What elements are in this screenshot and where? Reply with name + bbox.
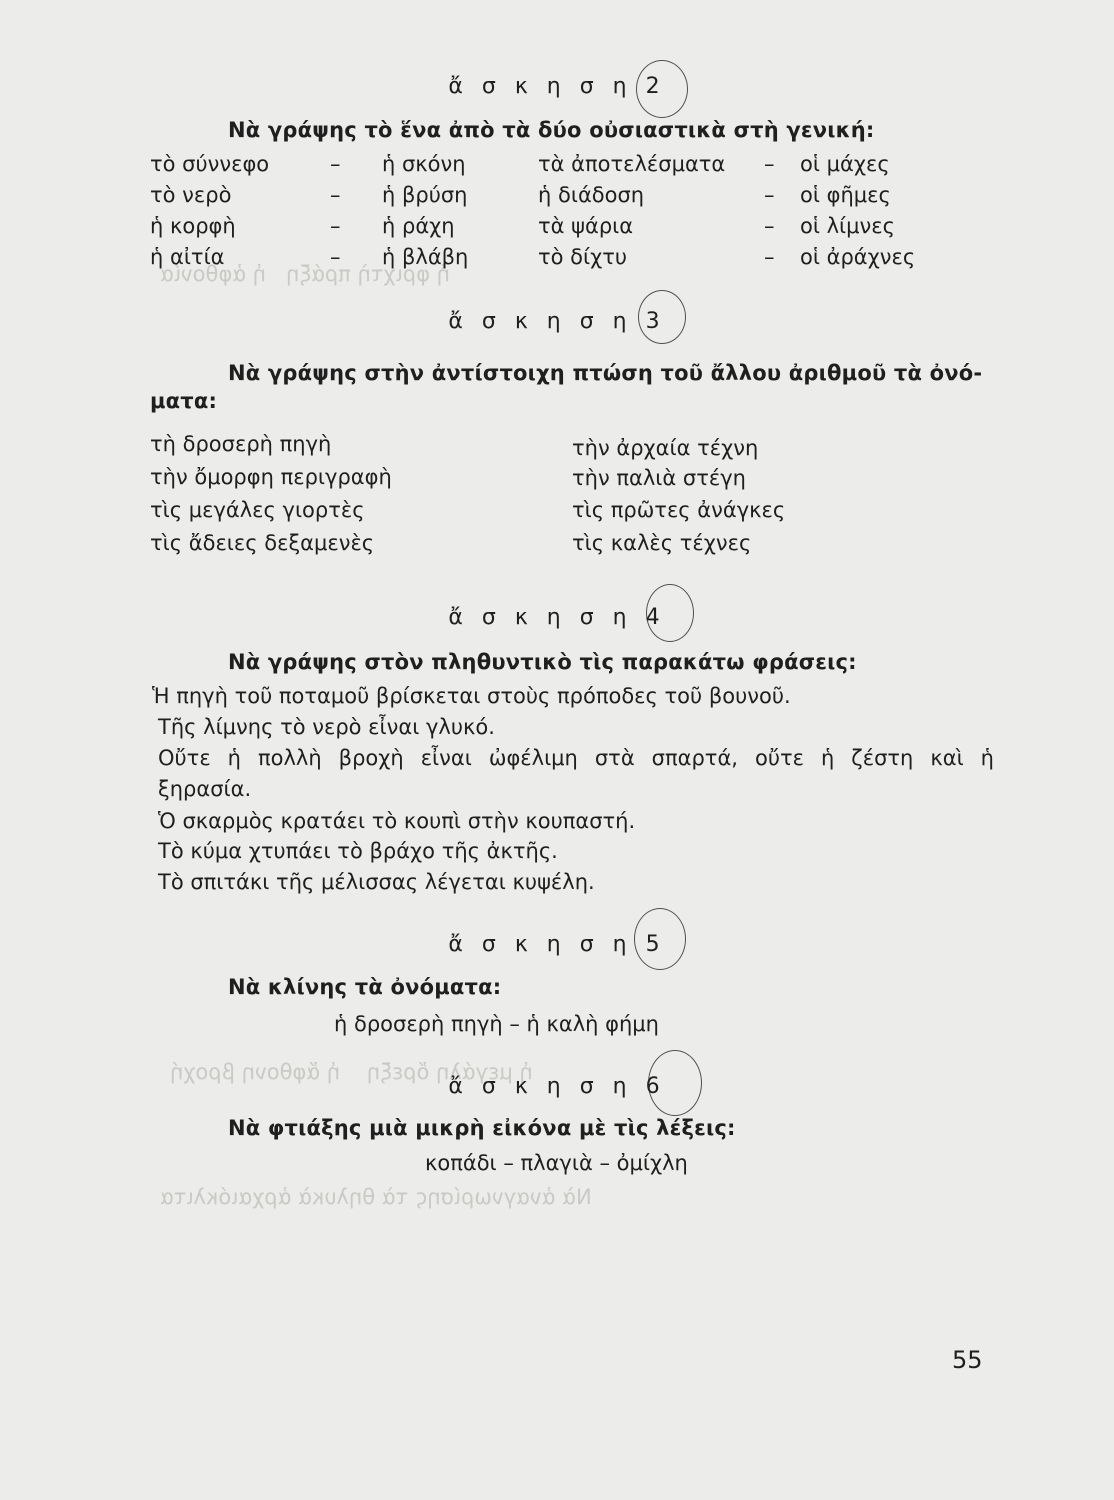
exercise-6-title: ἄ σ κ η σ η 6 (448, 1074, 666, 1099)
ex3-left-item: τὶς μεγάλες γιορτὲς (150, 498, 365, 522)
ex2-word: ἡ ράχη (382, 214, 455, 238)
exercise-3-instruction-cont: ματα: (150, 389, 218, 413)
pen-circle-mark (638, 290, 686, 344)
ex2-word: οἱ λίμνες (800, 214, 895, 238)
exercise-5-title: ἄ σ κ η σ η 5 (448, 932, 666, 957)
ex2-dash: – (330, 183, 341, 207)
ex4-sentence: Τῆς λίμνης τὸ νερὸ εἶναι γλυκό. (158, 715, 495, 739)
ex3-left-item: τὶς ἄδειες δεξαμενὲς (150, 531, 375, 555)
exercise-6-instruction: Νὰ φτιάξης μιὰ μικρὴ εἰκόνα μὲ τὶς λέξεις: (228, 1116, 736, 1140)
pen-circle-mark (646, 584, 694, 642)
ex2-word: τὰ ἀποτελέσματα (538, 152, 726, 176)
ex2-word: ἡ βλάβη (382, 245, 469, 269)
ex4-sentence: Τὸ σπιτάκι τῆς μέλισσας λέγεται κυψέλη. (158, 870, 595, 894)
ex2-word: ἡ αἰτία (150, 245, 225, 269)
pen-circle-mark (636, 60, 688, 118)
ex2-word: οἱ μάχες (800, 152, 890, 176)
ex3-right-item: τὶς καλὲς τέχνες (572, 531, 752, 555)
ex3-right-item: τὴν παλιὰ στέγη (572, 466, 746, 490)
ex4-sentence: Τὸ κύμα χτυπάει τὸ βράχο τῆς ἀκτῆς. (158, 839, 558, 863)
ex2-word: ἡ διάδοση (538, 183, 645, 207)
ex2-dash: – (764, 214, 775, 238)
ex2-word: ἡ βρύση (382, 183, 468, 207)
bleed-through-text: ἡ φριχτὴ πράξη ἡ ἀφθονία (160, 262, 450, 286)
exercise-4-instruction: Νὰ γράψης στὸν πληθυντικὸ τὶς παρακάτω φράσεις: (228, 650, 857, 674)
ex3-right-item: τὶς πρῶτες ἀνάγκες (572, 498, 786, 522)
ex2-word: οἱ φῆμες (800, 183, 891, 207)
ex3-right-item: τὴν ἀρχαία τέχνη (572, 436, 759, 460)
ex4-sentence: Ὁ σκαρμὸς κρατάει τὸ κουπὶ στὴν κουπαστή. (158, 809, 636, 833)
ex4-sentence: Οὔτε ἡ πολλὴ βροχὴ εἶναι ὠφέλιμη στὰ σπαρτά, οὔτε ἡ ζέστη καὶ ἡ (158, 746, 994, 770)
ex2-dash: – (330, 214, 341, 238)
ex2-word: τὰ ψάρια (538, 214, 634, 238)
bleed-through-text: Νὰ ἀναγνωρίσης τὰ θηλυκὰ ἀρχαιόκλιτα (160, 1185, 592, 1209)
ex2-dash: – (764, 183, 775, 207)
ex2-dash: – (764, 245, 775, 269)
ex2-word: ἡ σκόνη (382, 152, 466, 176)
ex2-word: τὸ δίχτυ (538, 245, 628, 269)
exercise-5-words: ἡ δροσερὴ πηγὴ – ἡ καλὴ φήμη (334, 1012, 659, 1036)
ex4-sentence: ξηρασία. (158, 777, 252, 801)
ex2-word: τὸ σύννεφο (150, 152, 270, 176)
ex3-left-item: τὴ δροσερὴ πηγὴ (150, 432, 332, 456)
ex4-sentence: Ἡ πηγὴ τοῦ ποταμοῦ βρίσκεται στοὺς πρόποδες τοῦ βουνοῦ. (152, 684, 791, 708)
exercise-2-instruction: Νὰ γράψης τὸ ἕνα ἀπὸ τὰ δύο οὐσιαστικὰ στὴ γενική: (228, 118, 875, 142)
page-number: 55 (952, 1346, 983, 1374)
ex3-left-item: τὴν ὄμορφη περιγραφὴ (150, 465, 392, 489)
pen-circle-mark (648, 1050, 702, 1116)
ex2-dash: – (764, 152, 775, 176)
ex2-word: οἱ ἀράχνες (800, 245, 916, 269)
exercise-2-title: ἄ σ κ η σ η 2 (448, 74, 666, 99)
exercise-6-words: κοπάδι – πλαγιὰ – ὀμίχλη (425, 1151, 688, 1175)
exercise-3-title: ἄ σ κ η σ η 3 (448, 309, 666, 334)
exercise-4-title: ἄ σ κ η σ η 4 (448, 605, 666, 630)
ex2-word: ἡ κορφὴ (150, 214, 236, 238)
ex2-dash: – (330, 152, 341, 176)
pen-circle-mark (634, 908, 686, 970)
ex2-dash: – (330, 245, 341, 269)
exercise-3-instruction: Νὰ γράψης στὴν ἀντίστοιχη πτώση τοῦ ἄλλου ἀριθμοῦ τὰ ὀνό- (228, 361, 983, 385)
bleed-through-text: ἡ μεγάλη ὄρεξη ἡ ἄφθονη βροχή (170, 1060, 533, 1084)
exercise-5-instruction: Νὰ κλίνης τὰ ὀνόματα: (228, 975, 502, 999)
ex2-word: τὸ νερὸ (150, 183, 232, 207)
